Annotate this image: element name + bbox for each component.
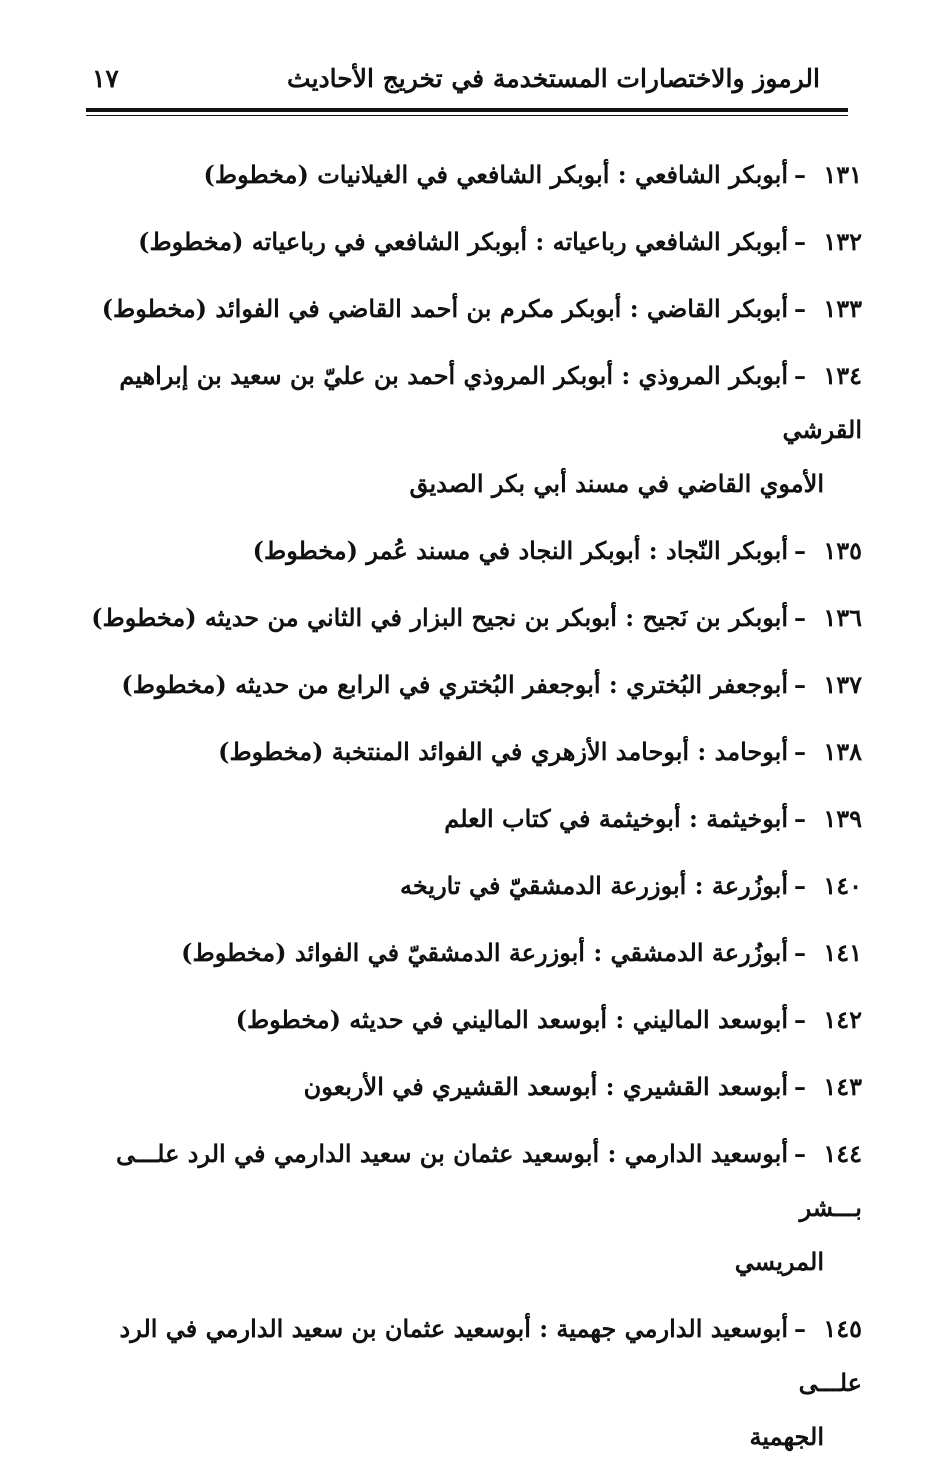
entry-continuation: الأموي القاضي في مسند أبي بكر الصديق [409, 469, 824, 498]
entry-dash: – [794, 603, 806, 632]
entry-text: أبوبكر المروذي : أبوبكر المروذي أحمد بن عليّ بن سعيد بن إبراهيم القرشي [119, 361, 862, 444]
entry-number: ١٤٣ [823, 1072, 862, 1101]
entry-text: أبوبكر النّجاد : أبوبكر النجاد في مسند عُمر (مخطوط) [252, 536, 788, 565]
header-rule-thin [86, 115, 848, 116]
page-header [88, 58, 820, 102]
entry-number: ١٣٥ [823, 536, 862, 565]
entry-number: ١٣٩ [823, 804, 862, 833]
entry-dash: – [794, 1072, 806, 1101]
entry-dash: – [794, 670, 806, 699]
list-item [86, 148, 862, 202]
list-item [86, 725, 862, 779]
list-item [86, 591, 862, 645]
entry-text: أبوبكر الشافعي : أبوبكر الشافعي في الغيلانيات (مخطوط) [203, 160, 788, 189]
list-item [86, 658, 862, 712]
entry-number: ١٣٤ [823, 361, 862, 390]
entry-dash: – [794, 227, 806, 256]
list-item [86, 792, 862, 846]
running-title: الرموز والاختصارات المستخدمة في تخريج الأحاديث [287, 64, 820, 93]
entry-dash: – [794, 536, 806, 565]
abbreviation-list [86, 148, 862, 1477]
entry-text: أبوسعيد الدارمي : أبوسعيد عثمان بن سعيد الدارمي في الرد علـــى بـــشر [116, 1139, 862, 1222]
list-item [86, 926, 862, 980]
entry-continuation: الجهمية [749, 1422, 824, 1451]
entry-number: ١٤٠ [823, 871, 862, 900]
list-item [86, 1127, 862, 1289]
list-item [86, 859, 862, 913]
entry-text: أبوبكر القاضي : أبوبكر مكرم بن أحمد القاضي في الفوائد (مخطوط) [101, 294, 788, 323]
list-item [86, 1060, 862, 1114]
entry-text: أبوخيثمة : أبوخيثمة في كتاب العلم [444, 804, 788, 833]
entry-number: ١٣٣ [823, 294, 862, 323]
list-item [86, 524, 862, 578]
entry-text: أبوبكر الشافعي رباعياته : أبوبكر الشافعي في رباعياته (مخطوط) [138, 227, 788, 256]
entry-number: ١٣٨ [823, 737, 862, 766]
entry-number: ١٣٦ [823, 603, 862, 632]
entry-text: أبوسعيد الدارمي جهمية : أبوسعيد عثمان بن سعيد الدارمي في الرد علـــى [119, 1314, 862, 1397]
entry-text: أبوبكر بن نَجيح : أبوبكر بن نجيح البزار في الثاني من حديثه (مخطوط) [91, 603, 788, 632]
entry-text: أبوزُرعة الدمشقي : أبوزرعة الدمشقيّ في الفوائد (مخطوط) [181, 938, 788, 967]
entry-dash: – [794, 1314, 806, 1343]
entry-number: ١٤٢ [823, 1005, 862, 1034]
entry-dash: – [794, 871, 806, 900]
entry-dash: – [794, 737, 806, 766]
entry-dash: – [794, 1005, 806, 1034]
entry-number: ١٣٧ [823, 670, 862, 699]
entry-number: ١٣١ [823, 160, 862, 189]
entry-number: ١٤٥ [823, 1314, 862, 1343]
list-item [86, 349, 862, 511]
entry-number: ١٤١ [823, 938, 862, 967]
entry-text: أبوسعد القشيري : أبوسعد القشيري في الأربعون [303, 1072, 788, 1101]
entry-dash: – [794, 294, 806, 323]
list-item [86, 1302, 862, 1464]
entry-dash: – [794, 804, 806, 833]
entry-text: أبوزُرعة : أبوزرعة الدمشقيّ في تاريخه [400, 871, 788, 900]
entry-number: ١٤٤ [823, 1139, 862, 1168]
entry-text: أبوسعد الماليني : أبوسعد الماليني في حديثه (مخطوط) [235, 1005, 788, 1034]
entry-number: ١٣٢ [823, 227, 862, 256]
page-number: ١٧ [92, 64, 119, 93]
entry-text: أبوحامد : أبوحامد الأزهري في الفوائد المنتخبة (مخطوط) [218, 737, 788, 766]
entry-dash: – [794, 361, 806, 390]
list-item [86, 215, 862, 269]
header-rule-thick [86, 108, 848, 112]
list-item [86, 993, 862, 1047]
entry-dash: – [794, 938, 806, 967]
entry-dash: – [794, 160, 806, 189]
entry-dash: – [794, 1139, 806, 1168]
entry-text: أبوجعفر البُختري : أبوجعفر البُختري في الرابع من حديثه (مخطوط) [121, 670, 788, 699]
entry-continuation: المريسي [734, 1247, 824, 1276]
list-item [86, 282, 862, 336]
